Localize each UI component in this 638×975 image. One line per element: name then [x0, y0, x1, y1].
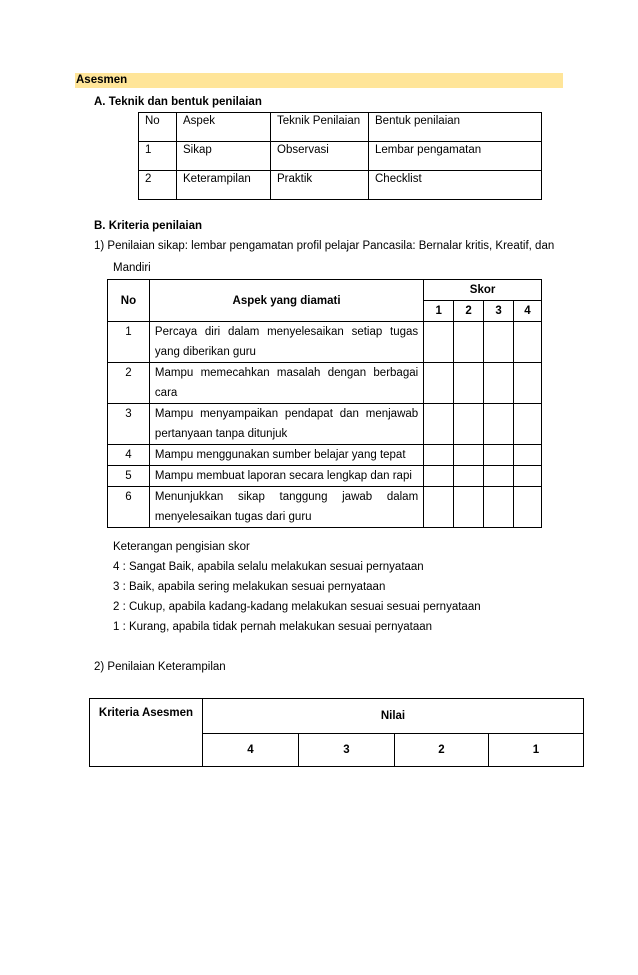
- table-header-row: [139, 113, 542, 142]
- aspek-line: Mampu membuat laporan secara lengkap dan rapi: [154, 470, 412, 482]
- aspek-line: menyelesaikan tugas dari guru: [154, 511, 312, 523]
- row-number: 4: [108, 445, 150, 466]
- part-a-heading: A. Teknik dan bentuk penilaian: [94, 96, 262, 108]
- item2-text: 2) Penilaian Keterampilan: [94, 661, 226, 673]
- legend-title: Keterangan pengisian skor: [113, 541, 250, 553]
- row-aspek: [149, 445, 423, 466]
- row-number: 3: [108, 404, 150, 445]
- header-no: No: [108, 280, 150, 322]
- table-header-row: [108, 280, 542, 301]
- table-row: [108, 322, 542, 363]
- score-cell[interactable]: [513, 404, 541, 445]
- header-nilai-2: 2: [395, 734, 489, 767]
- table-row: [139, 171, 542, 200]
- part-b-heading: B. Kriteria penilaian: [94, 220, 203, 232]
- header-nilai: Nilai: [203, 699, 584, 734]
- skill-assessment-table: [89, 698, 584, 767]
- table-cell: Sikap: [177, 142, 271, 171]
- table-cell: 2: [139, 171, 177, 200]
- header-nilai-1: 1: [489, 734, 584, 767]
- table-row: [108, 487, 542, 528]
- header-cell: Aspek: [177, 113, 271, 142]
- aspek-line: yang diberikan guru: [154, 346, 256, 358]
- score-cell[interactable]: [454, 363, 484, 404]
- row-number: 1: [108, 322, 150, 363]
- header-cell: No: [139, 113, 177, 142]
- score-cell[interactable]: [513, 487, 541, 528]
- score-cell[interactable]: [513, 363, 541, 404]
- aspek-line: cara: [154, 387, 178, 399]
- score-cell[interactable]: [424, 487, 454, 528]
- table-row: [108, 404, 542, 445]
- legend-line: 1 : Kurang, apabila tidak pernah melakukan sesuai pernyataan: [113, 621, 433, 633]
- table-cell: Checklist: [369, 171, 542, 200]
- row-number: 2: [108, 363, 150, 404]
- section-title: Asesmen: [75, 73, 563, 88]
- header-skor-3: 3: [484, 301, 514, 322]
- header-skor-2: 2: [454, 301, 484, 322]
- header-nilai-3: 3: [299, 734, 395, 767]
- score-cell[interactable]: [513, 466, 541, 487]
- assessment-technique-table: [138, 112, 542, 200]
- score-cell[interactable]: [454, 466, 484, 487]
- score-cell[interactable]: [424, 363, 454, 404]
- score-cell[interactable]: [513, 322, 541, 363]
- aspek-line: Menunjukkan sikap tanggung jawab dalam: [154, 491, 419, 503]
- score-cell[interactable]: [424, 445, 454, 466]
- score-cell[interactable]: [513, 445, 541, 466]
- header-skor-1: 1: [424, 301, 454, 322]
- table-row: [108, 466, 542, 487]
- aspek-line: pertanyaan tanpa ditunjuk: [154, 428, 288, 440]
- row-aspek: [149, 404, 423, 445]
- table-cell: Lembar pengamatan: [369, 142, 542, 171]
- row-number: 5: [108, 466, 150, 487]
- item1-text-cont: Mandiri: [113, 262, 151, 274]
- header-nilai-4: 4: [203, 734, 299, 767]
- row-aspek: [149, 466, 423, 487]
- score-cell[interactable]: [424, 322, 454, 363]
- score-cell[interactable]: [484, 322, 514, 363]
- item1-text: 1) Penilaian sikap: lembar pengamatan profil pelajar Pancasila: Bernalar kritis, Kreatif, dan: [94, 240, 555, 252]
- aspek-line: Mampu memecahkan masalah dengan berbagai: [154, 367, 419, 379]
- row-number: 6: [108, 487, 150, 528]
- score-cell[interactable]: [484, 404, 514, 445]
- row-aspek: [149, 322, 423, 363]
- legend-line: 3 : Baik, apabila sering melakukan sesuai pernyataan: [113, 581, 386, 593]
- row-aspek: [149, 487, 423, 528]
- score-cell[interactable]: [454, 487, 484, 528]
- table-row: [108, 445, 542, 466]
- aspek-line: Percaya diri dalam menyelesaikan setiap tugas: [154, 326, 419, 338]
- row-aspek: [149, 363, 423, 404]
- table-cell: Observasi: [271, 142, 369, 171]
- score-cell[interactable]: [424, 466, 454, 487]
- table-row: [139, 142, 542, 171]
- header-skor-4: 4: [513, 301, 541, 322]
- table-header-row: [90, 699, 584, 734]
- table-cell: 1: [139, 142, 177, 171]
- header-cell: Teknik Penilaian: [271, 113, 369, 142]
- legend-line: 4 : Sangat Baik, apabila selalu melakukan sesuai pernyataan: [113, 561, 424, 573]
- aspek-line: Mampu menyampaikan pendapat dan menjawab: [154, 408, 419, 420]
- score-cell[interactable]: [484, 466, 514, 487]
- aspek-line: Mampu menggunakan sumber belajar yang tepat: [154, 449, 406, 461]
- header-aspek: Aspek yang diamati: [149, 280, 423, 322]
- table-cell: Praktik: [271, 171, 369, 200]
- score-cell[interactable]: [424, 404, 454, 445]
- header-skor: Skor: [424, 280, 542, 301]
- table-cell: Keterampilan: [177, 171, 271, 200]
- legend-line: 2 : Cukup, apabila kadang-kadang melakukan sesuai sesuai pernyataan: [113, 601, 481, 613]
- header-cell: Bentuk penilaian: [369, 113, 542, 142]
- score-cell[interactable]: [484, 487, 514, 528]
- header-kriteria: Kriteria Asesmen: [90, 699, 203, 767]
- table-row: [108, 363, 542, 404]
- score-cell[interactable]: [484, 363, 514, 404]
- attitude-observation-table: [107, 279, 542, 528]
- score-cell[interactable]: [484, 445, 514, 466]
- score-cell[interactable]: [454, 445, 484, 466]
- score-cell[interactable]: [454, 322, 484, 363]
- score-cell[interactable]: [454, 404, 484, 445]
